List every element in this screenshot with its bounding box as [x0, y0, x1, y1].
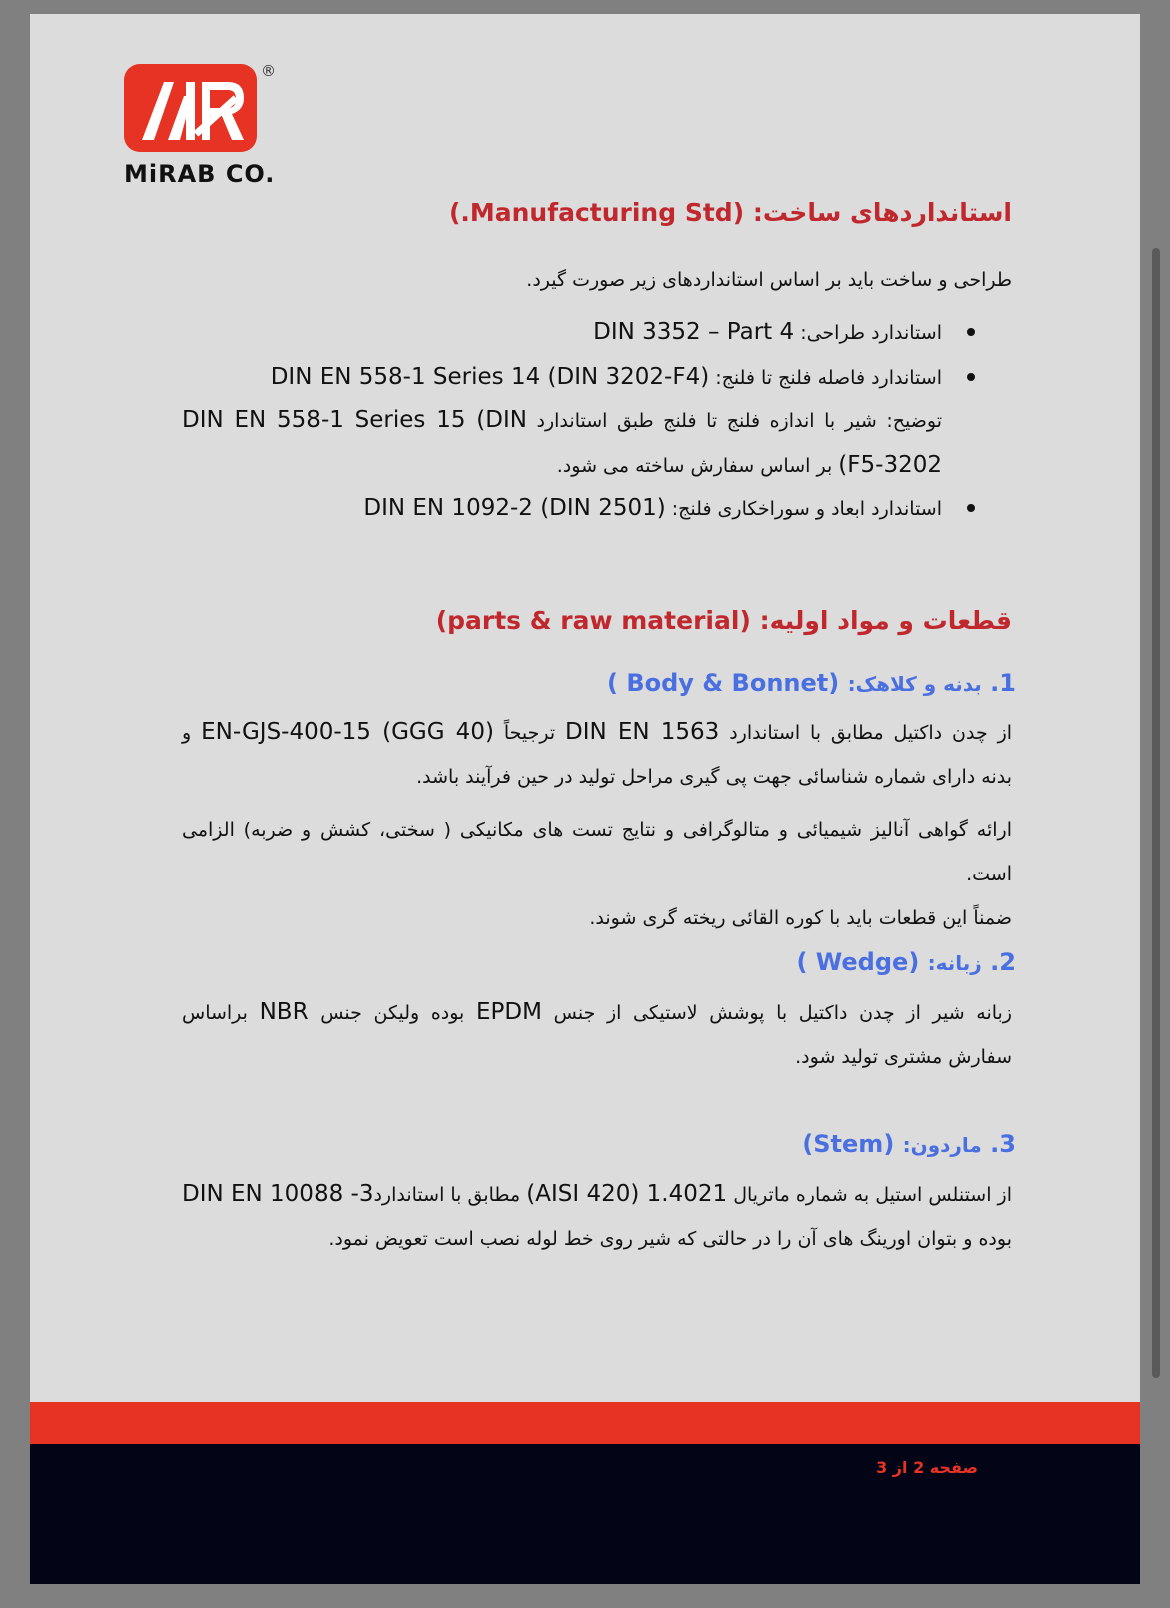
- section1-intro: طراحی و ساخت باید بر اساس استانداردهای زیر صورت گیرد.: [526, 269, 1012, 291]
- footer-red-band: [30, 1402, 1140, 1444]
- logo-text: MiRAB CO.: [124, 160, 276, 188]
- heading-fa: استانداردهای ساخت:: [752, 198, 1012, 227]
- list-item: استاندارد فاصله فلنج تا فلنج: DIN EN 558-1 Series 14 (DIN 3202-F4): [182, 355, 1012, 400]
- subheading-wedge: 2. زبانه: (Wedge ): [796, 948, 1016, 976]
- stem-paragraph: از استنلس استیل به شماره ماتریال 1.4021 (AISI 420) مطابق با استانداردDIN EN 10088 -3 بوده و بتوان اورینگ های آن را در حالتی که شیر روی خط لوله نصب است تعویض نمود.: [181, 1181, 1012, 1250]
- logo-mark: [124, 64, 257, 152]
- company-logo: [124, 64, 284, 194]
- heading-fa: قطعات و مواد اولیه:: [759, 606, 1012, 635]
- list-item: استاندارد طراحی: DIN 3352 – Part 4: [182, 310, 1012, 355]
- bullet-icon: [967, 328, 975, 336]
- body-bonnet-paragraph-1: از چدن داکتیل مطابق با استاندارد DIN EN 1563 ترجیحاً (GGG 40) EN-GJS-400-15 و بدنه دارای شماره شناسائی جهت پی گیری مراحل تولید در حین فرآیند باشد.: [182, 719, 1013, 788]
- subheading-body-bonnet: 1. بدنه و کلاهک: (Body & Bonnet ): [606, 669, 1016, 697]
- page-number: صفحه 2 از 3: [876, 1458, 978, 1477]
- standards-list-2: [182, 486, 1012, 531]
- bullet-icon: [967, 373, 975, 381]
- subheading-stem: 3. ماردون: (Stem): [802, 1130, 1016, 1158]
- body-bonnet-paragraph-2: ارائه گواهی آنالیز شیمیائی و متالوگرافی و نتایج تست های مکانیکی ( سختی، کشش و ضربه) الزامی است. ضمناً این قطعات باید با کوره القائی ریخته گری شوند.: [182, 819, 1012, 929]
- scrollbar-thumb[interactable]: [1152, 248, 1160, 1378]
- heading-en: (Manufacturing Std.): [448, 198, 745, 227]
- list-item: استاندارد ابعاد و سوراخکاری فلنج: DIN EN 1092-2 (DIN 2501): [182, 486, 1012, 531]
- heading-en: (parts & raw material): [435, 606, 751, 635]
- registered-mark: ®: [261, 62, 276, 80]
- document-page: [30, 14, 1140, 1584]
- section-heading-manufacturing: [449, 198, 1012, 227]
- section-heading-parts: [436, 606, 1012, 635]
- logo-glyph-icon: [124, 64, 257, 152]
- wedge-paragraph: زبانه شیر از چدن داکتیل با پوشش لاستیکی از جنس EPDM بوده ولیکن جنس NBR براساس سفارش مشتری تولید شود.: [182, 999, 1012, 1068]
- flange-note: توضیح: شیر با اندازه فلنج تا فلنج طبق استاندارد DIN EN 558-1 Series 15 (DIN 3202-F5) بر اساس سفارش ساخته می شود.: [182, 407, 942, 478]
- bullet-icon: [967, 504, 975, 512]
- standards-list: [182, 310, 1012, 400]
